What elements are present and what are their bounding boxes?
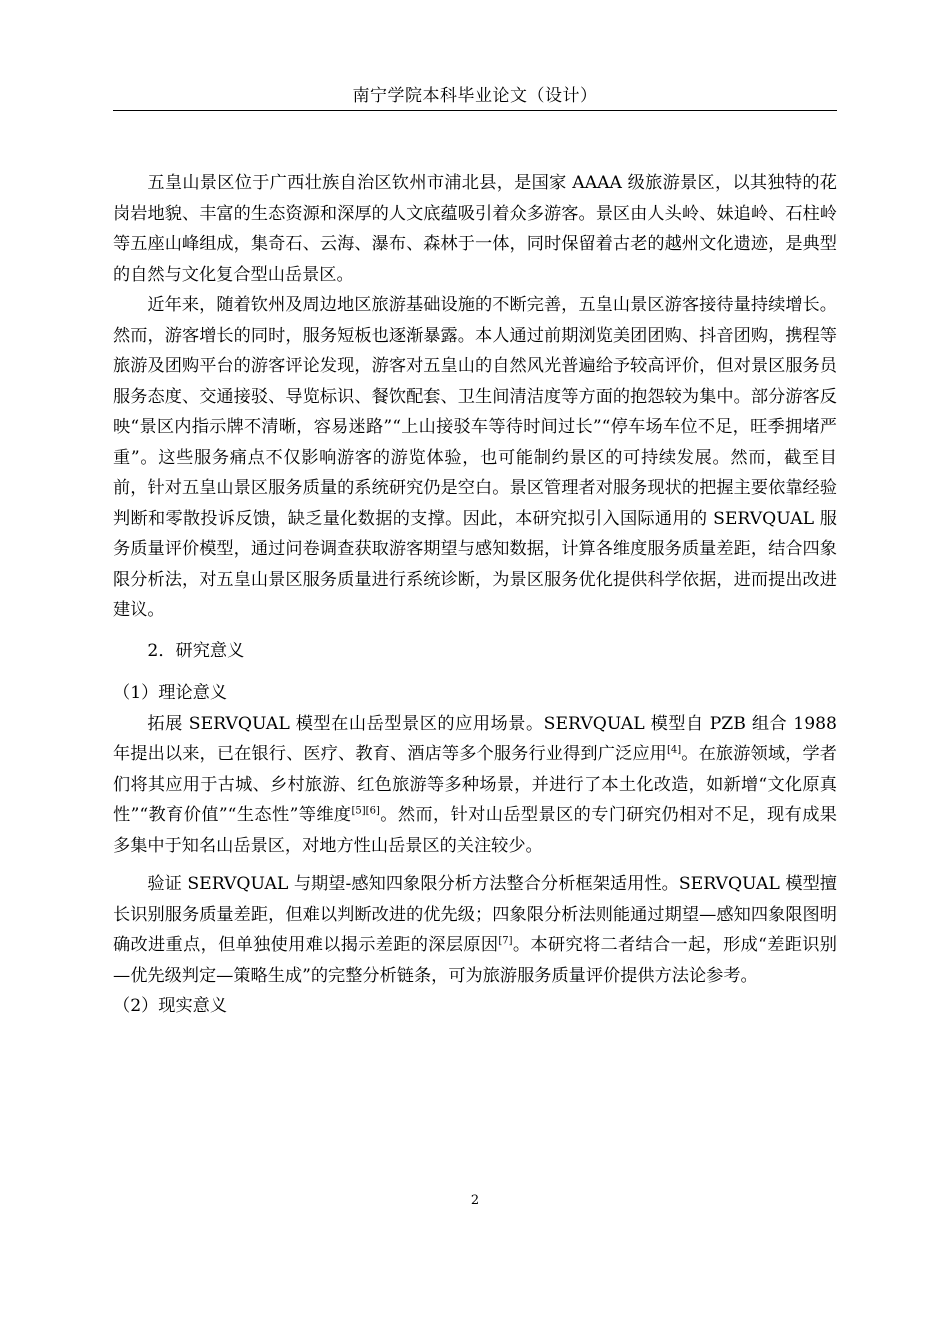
citation-ref: [5][6] — [351, 805, 380, 817]
paragraph-background-problem: 近年来，随着钦州及周边地区旅游基础设施的不断完善，五皇山景区游客接待量持续增长。然而，游客增长的同时，服务短板也逐渐暴露。本人通过前期浏览美团团购、抖音团购，携程等旅游及团购平台的游客评论发现，游客对五皇山的自然风光普遍给予较高评价，但对景区服务员服务态度、交通接驳、导览标识、餐饮配套、卫生间清洁度等方面的抱怨较为集中。部分游客反映“景区内指示牌不清晰，容易迷路”“上山接驳车等待时间过长”“停车场车位不足，旺季拥堵严重”。这些服务痛点不仅影响游客的游览体验，也可能制约景区的可持续发展。然而，截至目前，针对五皇山景区服务质量的系统研究仍是空白。景区管理者对服务现状的把握主要依靠经验判断和零散投诉反馈，缺乏量化数据的支撑。因此，本研究拟引入国际通用的 SERVQUAL 服务质量评价模型，通过问卷调查获取游客期望与感知数据，计算各维度服务质量差距，结合四象限分析法，对五皇山景区服务质量进行系统诊断，为景区服务优化提供科学依据，进而提出改进建议。 — [113, 295, 837, 620]
paragraph-theory-extension — [113, 709, 837, 862]
citation-ref: [4] — [667, 744, 682, 756]
section-heading-significance: 2．研究意义 — [147, 640, 245, 661]
subheading-theoretical-significance: （1）理论意义 — [113, 683, 228, 703]
page-body — [113, 168, 837, 1022]
citation-ref: [7] — [498, 935, 513, 947]
paragraph-text-segment: 验证 SERVQUAL 与期望-感知四象限分析方法整合分析框架适用性。SERVQUAL 模型擅长识别服务质量差距，但难以判断改进的优先级；四象限分析法则能通过期望—感知四象限图明确改进重点，但单独使用难以揭示差距的深层原因 — [113, 874, 837, 955]
paragraph-text-segment: 。在旅游领域，学者们将其应用于古城、乡村旅游、红色旅游等多种场景，并进行了本土化改造，如新增“文化原真性”“教育价值”“生态性”等维度 — [113, 744, 837, 825]
paragraph-text-segment: 拓展 SERVQUAL 模型在山岳型景区的应用场景。SERVQUAL 模型自 PZB 组合 1988 年提出以来，已在银行、医疗、教育、酒店等多个服务行业得到广泛应用 — [113, 713, 837, 764]
page-number: 2 — [470, 1193, 480, 1208]
running-header: 南宁学院本科毕业论文（设计） — [352, 86, 598, 106]
header-rule — [113, 110, 837, 111]
subheading-practical-significance: （2）现实意义 — [113, 996, 228, 1016]
paragraph-text-segment: 。然而，针对山岳型景区的专门研究仍相对不足，现有成果多集中于知名山岳景区，对地方性山岳景区的关注较少。 — [113, 805, 837, 856]
paragraph-text-segment: 。本研究将二者结合一起，形成“差距识别—优先级判定—策略生成”的完整分析链条，可为旅游服务质量评价提供方法论参考。 — [113, 935, 837, 986]
paragraph-background-intro: 五皇山景区位于广西壮族自治区钦州市浦北县，是国家 AAAA 级旅游景区，以其独特的花岗岩地貌、丰富的生态资源和深厚的人文底蕴吸引着众多游客。景区由人头岭、妹追岭、石柱岭等五座山峰组成，集奇石、云海、瀑布、森林于一体，同时保留着古老的越州文化遗迹，是典型的自然与文化复合型山岳景区。 — [113, 173, 837, 285]
paragraph-framework-validation — [113, 869, 837, 991]
